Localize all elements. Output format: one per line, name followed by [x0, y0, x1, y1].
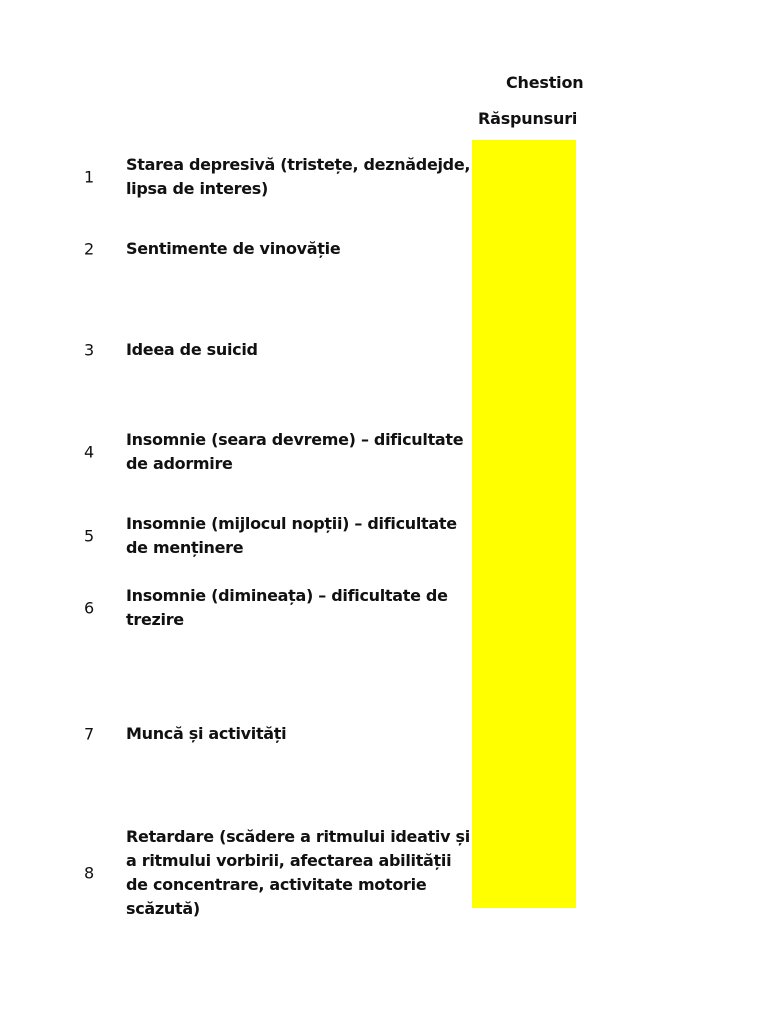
- question-number: 1: [84, 167, 95, 187]
- question-text: Muncă și activități: [126, 724, 287, 743]
- question-text: Insomnie (seara devreme) – dificultate de adormire: [126, 430, 464, 473]
- question-number: 3: [84, 340, 95, 360]
- questionnaire-title: Chestion: [506, 73, 584, 92]
- question-number: 6: [84, 598, 95, 618]
- question-text: Sentimente de vinovăție: [126, 239, 341, 258]
- answers-column-header: Răspunsuri: [478, 109, 578, 128]
- question-number: 4: [84, 442, 95, 462]
- question-number: 7: [84, 724, 95, 744]
- question-number: 2: [84, 239, 95, 259]
- question-text: Retardare (scădere a ritmului ideativ și a ritmului vorbirii, afectarea abilității de concentrare, activitate motorie scăzută): [126, 827, 470, 918]
- question-text: Starea depresivă (tristețe, deznădejde, lipsa de interes): [126, 155, 471, 198]
- question-text: Ideea de suicid: [126, 340, 258, 359]
- question-number: 8: [84, 863, 95, 883]
- question-number: 5: [84, 526, 95, 546]
- question-text: Insomnie (mijlocul nopții) – dificultate de menținere: [126, 514, 457, 557]
- answers-input-column[interactable]: [472, 140, 576, 908]
- question-text: Insomnie (dimineața) – dificultate de trezire: [126, 586, 448, 629]
